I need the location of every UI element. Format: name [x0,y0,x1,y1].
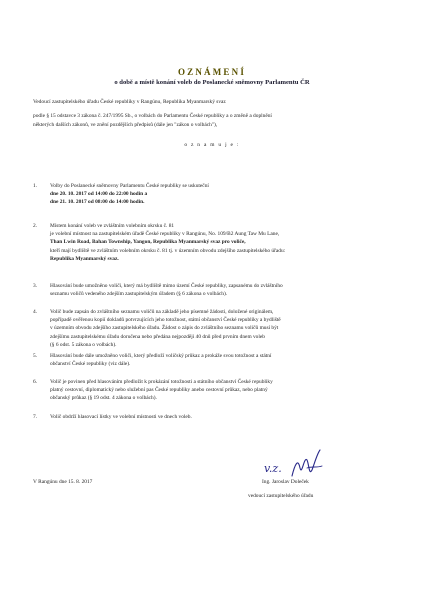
item-2-line-3: Than Lwin Road, Bahan Township, Yangon, Republika Myanmarský svaz pro voliče, [50,239,246,246]
announcement-verb: o z n a m u j e : [184,142,240,148]
item-number: 6. [33,379,38,385]
document-subtitle: o době a místě konání voleb do Poslanecké sněmovny Parlamentu ČR [114,79,310,86]
place-and-date: V Rangúnu dne 15. 8. 2017 [33,479,93,485]
list-item-3 [33,282,401,298]
item-6-line-2: platný cestovní, diplomatický nebo služební pas České republiky anebo cestovní průkaz, nebo platný [50,387,268,394]
item-number: 2. [33,223,38,229]
item-number: 3. [33,283,38,289]
signer-role: vedoucí zastupitelského úřadu [248,493,314,499]
item-2-line-1: Místem konání voleb ve zvláštním volebním okrsku č. 81 [50,223,175,229]
item-3-line-1: Hlasování bude umožněno voliči, který má bydliště mimo území České republiky, zapsanému do zvláštního [50,283,283,289]
list-item-5 [33,352,401,368]
intro-line-3: některých dalších zákonů, ve znění pozdějších předpisů (dále jen "zákon o volbách"), [33,122,218,128]
intro-line-2: podle § 15 odstavce 3 zákona č. 247/1995 Sb., o volbách do Parlamentu České republiky a o změně a doplnění [33,113,272,119]
list-item-6 [33,378,401,403]
signer-name: Ing. Jaroslav Doleček [262,479,309,485]
list-item-7 [33,413,401,421]
item-5-line-1: Hlasování bude dále umožněno voliči, který předloží voličský průkaz a prokáže svou totožnost a státní [50,353,272,359]
list-item-1 [33,182,401,207]
item-2-line-4: kteří mají bydliště ve zvláštním volebním okrsku č. 81 tj. v územním obvodu zdejšího zastupitelského úřadu: [50,247,286,254]
item-number: 4. [33,309,38,315]
list-item-4 [33,308,401,349]
item-2-line-5: Republika Myanmarský svaz. [50,255,119,262]
item-number: 1. [33,183,38,189]
item-4-line-3: v územním obvodu zdejšího zastupitelského úřadu. Žádost o zápis do zvláštního seznamu voličů musí být [50,325,279,332]
item-6-line-1: Volič je povinen před hlasováním předložit k prokázání totožnosti a státního občanství České republiky [50,379,273,385]
item-4-line-2: popřípadě ověřenou kopií dokladů potvrzujících jeho totožnost, státní občanství České republiky a bydliště [50,317,281,324]
item-4-line-5: (§ 6 odst. 5 zákona o volbách). [50,341,117,348]
item-number: 5. [33,353,38,359]
item-3-line-2: seznamu voličů vedeného zdejším zastupitelským úřadem (§ 6 zákona o volbách). [50,291,228,298]
item-2-line-2: je volební místnost na zastupitelském úřadě České republiky v Rangúnu, No. 109/B2 Aung Taw Mu Lane, [50,231,280,238]
item-1-line-1: Volby do Poslanecké sněmovny Parlamentu České republiky se uskuteční [50,183,209,189]
intro-line-1: Vedoucí zastupitelského úřadu České republiky v Rangúnu, Republika Myanmarský svaz [33,99,226,105]
item-1-line-2: dne 20. 10. 2017 od 14:00 do 22:00 hodin a [50,191,148,198]
signature-initials: v.z. [264,462,282,475]
item-7-line-1: Volič obdrží hlasovací lístky ve volební místnosti ve dnech voleb. [50,414,192,420]
item-5-line-2: občanství České republiky (viz dále). [50,361,131,368]
item-4-line-4: zdejšímu zastupitelskému úřadu doručena nebo předána nejpozději 40 dnů před prvním dnem voleb [50,333,265,340]
item-6-line-3: občanský průkaz (§ 19 odst. 4 zákona o volbách). [50,395,157,402]
document-title: OZNÁMENÍ [177,67,247,77]
list-item-2 [33,222,401,263]
item-number: 7. [33,414,38,420]
item-4-line-1: Volič bude zapsán do zvláštního seznamu voličů na základě jeho písemné žádosti, doložené originálem, [50,309,274,315]
item-1-line-3: dne 21. 10. 2017 od 08:00 do 14:00 hodin. [50,199,145,206]
